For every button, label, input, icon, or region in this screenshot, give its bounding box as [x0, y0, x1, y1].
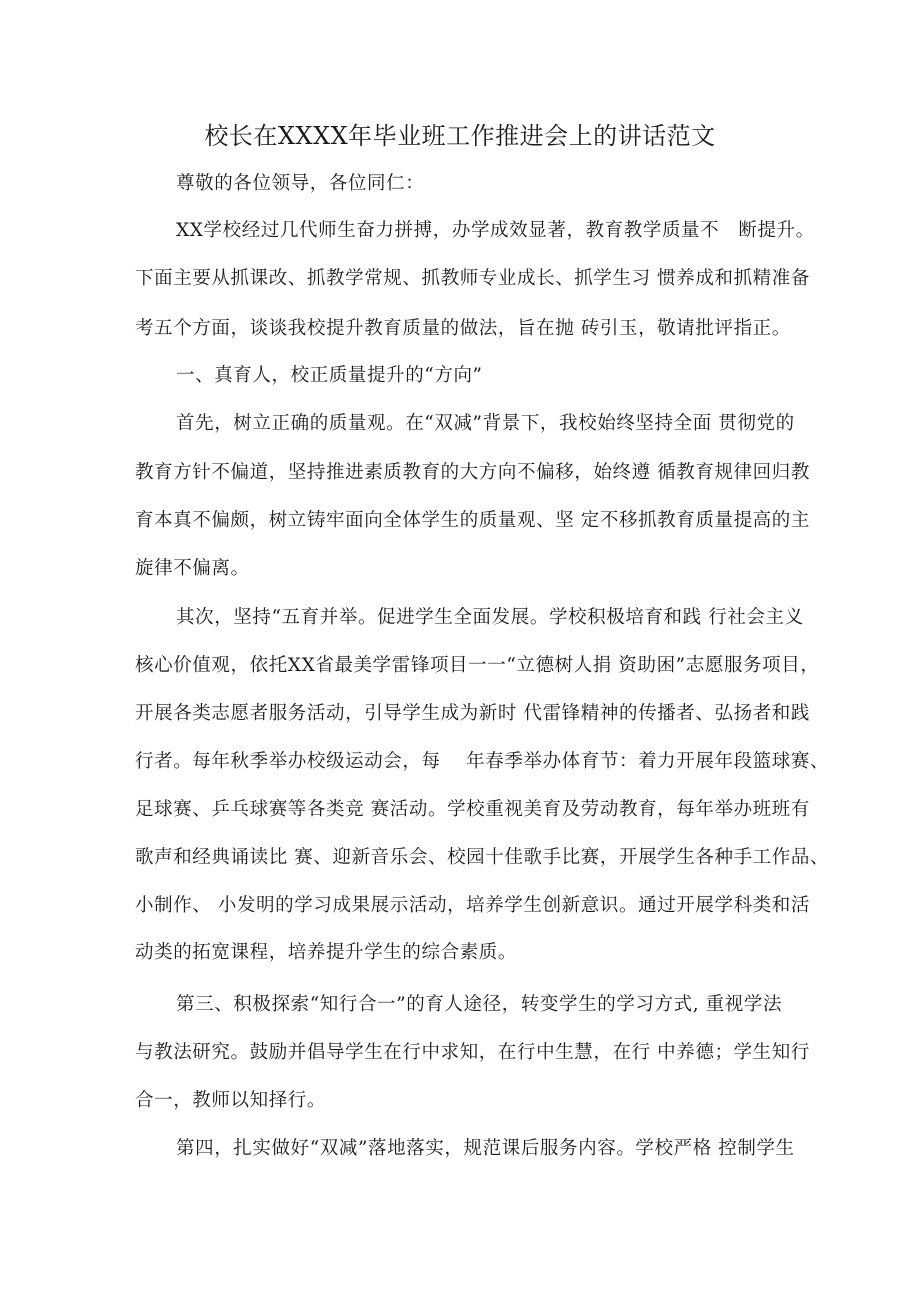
- paragraph-line: 考五个方面，谈谈我校提升教育质量的做法，旨在抛 砖引玉，敬请批评指正。: [135, 318, 791, 339]
- paragraph-line: 开展各类志愿者服务活动，引导学生成为新时 代雷锋精神的传播者、弘扬者和践: [135, 703, 810, 724]
- paragraph-line: 核心价值观，依托XX省最美学雷锋项目一一“立德树人捐 资助困”志愿服务项目，: [135, 655, 820, 676]
- section-heading: 一、真育人，校正质量提升的“方向”: [176, 365, 483, 386]
- document-title: 校长在XXXX年毕业班工作推进会上的讲话范文: [204, 122, 716, 150]
- paragraph-line: 首先，树立正确的质量观。在“双减”背景下，我校始终坚持全面 贯彻党的: [176, 413, 795, 434]
- paragraph-line: 行者。每年秋季举办校级运动会，每 年春季举办体育节：着力开展年段篮球赛、: [135, 751, 830, 772]
- paragraph-line: 动类的拓宽课程，培养提升学生的综合素质。: [135, 942, 518, 963]
- paragraph-line: 与教法研究。鼓励并倡导学生在行中求知，在行中生慧，在行 中养德；学生知行: [135, 1042, 810, 1063]
- paragraph-line: 小制作、 小发明的学习成果展示活动，培养学生创新意识。通过开展学科类和活: [135, 895, 810, 916]
- paragraph-line: 其次，坚持“五育并举。促进学生全面发展。学校积极培育和践 行社会主义: [176, 607, 804, 628]
- paragraph-line: 第三、积极探索“知行合一”的育人途径，转变学生的学习方式, 重视学法: [176, 994, 783, 1015]
- paragraph-line: XX学校经过几代师生奋力拼搏，办学成效显著，教育教学质量不 断提升。: [176, 220, 815, 241]
- paragraph-line: 歌声和经典诵读比 赛、迎新音乐会、校园十佳歌手比赛，开展学生各种手工作品、: [135, 847, 830, 868]
- paragraph-line: 尊敬的各位领导，各位同仁：: [176, 173, 425, 194]
- paragraph-line: 第四，扎实做好“双减”落地落实，规范课后服务内容。学校严格 控制学生: [176, 1138, 795, 1159]
- paragraph-line: 教育方针不偏道，坚持推进素质教育的大方向不偏移，始终遵 循教育规律回归教: [135, 462, 810, 483]
- paragraph-line: 合一，教师以知择行。: [135, 1090, 327, 1111]
- paragraph-line: 育本真不偏颇，树立铸牢面向全体学生的质量观、坚 定不移抓教育质量提高的主: [135, 510, 810, 531]
- paragraph-line: 下面主要从抓课改、抓教学常规、抓教师专业成长、抓学生习 惯养成和抓精准备: [135, 268, 810, 289]
- paragraph-line: 足球赛、乒乓球赛等各类竞 赛活动。学校重视美育及劳动教育，每年举办班班有: [135, 799, 810, 820]
- paragraph-line: 旋律不偏离。: [135, 558, 250, 579]
